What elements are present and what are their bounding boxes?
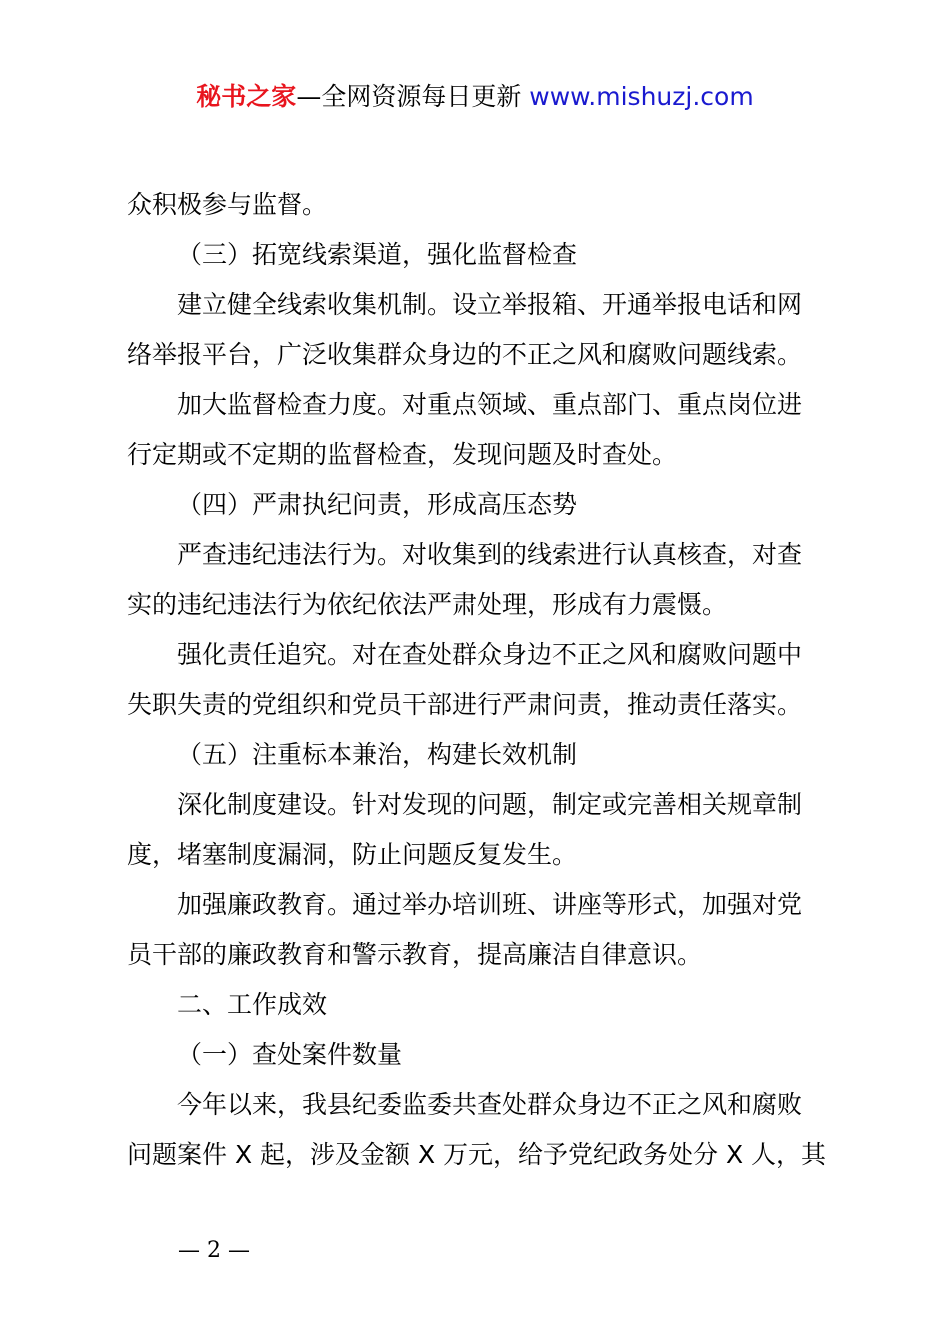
paragraph-line: 今年以来，我县纪委监委共查处群众身边不正之风和腐败: [177, 1090, 803, 1119]
paragraph-line: 建立健全线索收集机制。设立举报箱、开通举报电话和网: [177, 290, 803, 319]
site-url[interactable]: www.mishuzj.com: [529, 82, 754, 111]
document-body: [127, 180, 835, 1180]
paragraph-line: 行定期或不定期的监督检查，发现问题及时查处。: [127, 440, 678, 469]
paragraph-line: 实的违纪违法行为依纪依法严肃处理，形成有力震慑。: [127, 590, 728, 619]
paragraph-line: 失职失责的党组织和党员干部进行严肃问责，推动责任落实。: [127, 690, 803, 719]
section-heading: （三）拓宽线索渠道，强化监督检查: [177, 240, 578, 269]
paragraph-line: 加大监督检查力度。对重点领域、重点部门、重点岗位进: [177, 390, 803, 419]
page-number: — 2 —: [178, 1238, 250, 1263]
paragraph-line: 强化责任追究。对在查处群众身边不正之风和腐败问题中: [177, 640, 803, 669]
section-heading: （四）严肃执纪问责，形成高压态势: [177, 490, 578, 519]
chapter-heading: 二、工作成效: [177, 990, 328, 1019]
header-slogan: —全网资源每日更新: [296, 82, 530, 111]
section-heading: （五）注重标本兼治，构建长效机制: [177, 740, 578, 769]
site-header: [0, 80, 950, 114]
text-line: 众积极参与监督。: [127, 190, 328, 219]
section-heading: （一）查处案件数量: [177, 1040, 403, 1069]
paragraph-line: 严查违纪违法行为。对收集到的线索进行认真核查，对查: [177, 540, 803, 569]
paragraph-line: 络举报平台，广泛收集群众身边的不正之风和腐败问题线索。: [127, 340, 803, 369]
brand-name: 秘书之家: [196, 82, 297, 111]
paragraph-line: 深化制度建设。针对发现的问题，制定或完善相关规章制: [177, 790, 803, 819]
paragraph-line: 问题案件 X 起，涉及金额 X 万元，给予党纪政务处分 X 人，其: [127, 1140, 827, 1169]
paragraph-line: 员干部的廉政教育和警示教育，提高廉洁自律意识。: [127, 940, 703, 969]
paragraph-line: 度，堵塞制度漏洞，防止问题反复发生。: [127, 840, 578, 869]
paragraph-line: 加强廉政教育。通过举办培训班、讲座等形式，加强对党: [177, 890, 803, 919]
